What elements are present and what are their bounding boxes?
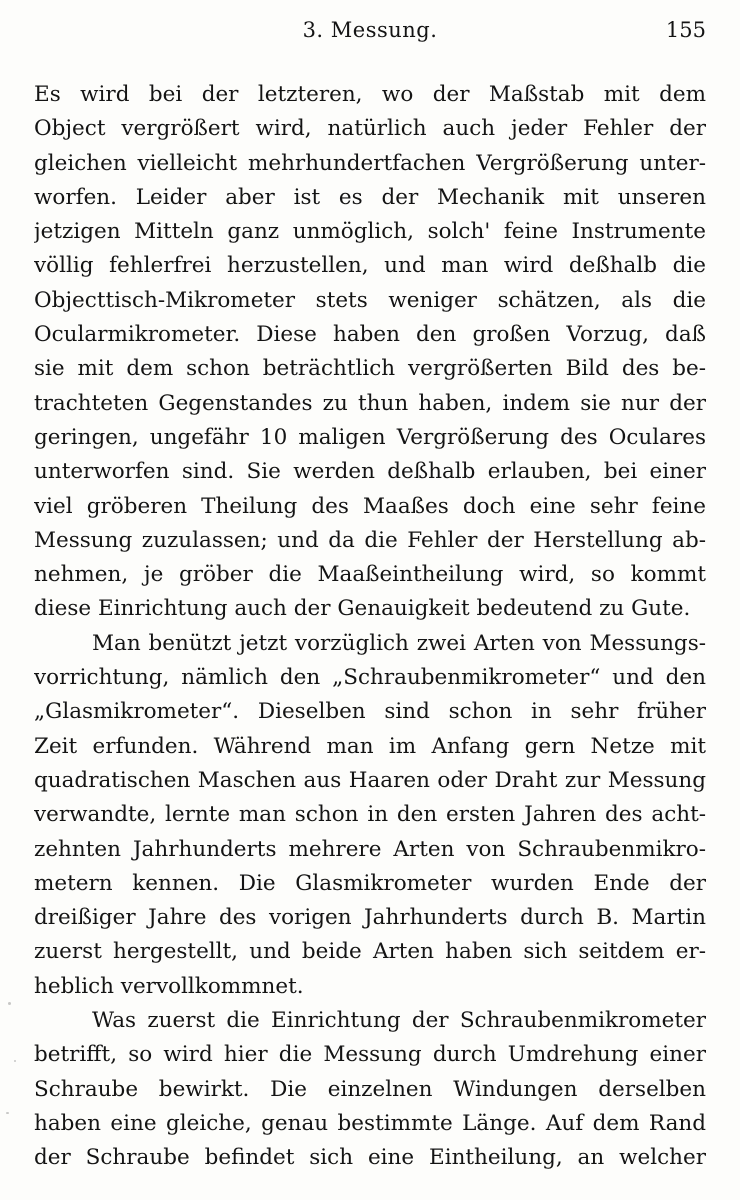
scan-speck: [6, 1112, 9, 1114]
text-line: der Schraube befindet sich eine Eintheilung, an welcher: [34, 1145, 706, 1171]
text-line: geringen, ungefähr 10 maligen Vergrößerung des Oculares: [34, 424, 706, 450]
text-line: diese Einrichtung auch der Genauigkeit bedeutend zu Gute.: [34, 596, 691, 622]
running-header: [34, 14, 706, 46]
text-line: gleichen vielleicht mehrhundertfachen Vergrößerung unter-: [34, 150, 706, 176]
text-line: viel gröberen Theilung des Maaßes doch eine sehr feine: [34, 493, 706, 519]
text-line: Was zuerst die Einrichtung der Schraubenmikrometer: [92, 1008, 706, 1034]
text-line: zehnten Jahrhunderts mehrere Arten von Schraubenmikro-: [34, 836, 706, 862]
text-line: verwandte, lernte man schon in den ersten Jahren des acht-: [34, 802, 706, 828]
text-line: dreißiger Jahre des vorigen Jahrhunderts durch B. Martin: [34, 905, 706, 931]
text-line: quadratischen Maschen aus Haaren oder Draht zur Messung: [34, 767, 706, 793]
chapter-heading: 3. Messung.: [302, 18, 438, 42]
body-text: [34, 78, 706, 1176]
text-line: haben eine gleiche, genau bestimmte Länge. Auf dem Rand: [34, 1110, 706, 1136]
text-line: Ocularmikrometer. Diese haben den großen Vorzug, daß: [34, 322, 706, 348]
text-line: Object vergrößert wird, natürlich auch jeder Fehler der: [34, 116, 706, 142]
text-line: metern kennen. Die Glasmikrometer wurden Ende der: [34, 870, 706, 896]
text-line: „Glasmikrometer“. Dieselben sind schon in sehr früher: [34, 699, 706, 725]
text-line: Objecttisch-Mikrometer stets weniger schätzen, als die: [34, 287, 706, 313]
text-line: völlig fehlerfrei herzustellen, und man wird deßhalb die: [34, 253, 706, 279]
text-line: nehmen, je gröber die Maaßeintheilung wird, so kommt: [34, 562, 706, 588]
text-line: heblich vervollkommnet.: [34, 973, 304, 999]
text-line: jetzigen Mitteln ganz unmöglich, solch' feine Instrumente: [34, 219, 706, 245]
text-line: trachteten Gegenstandes zu thun haben, indem sie nur der: [34, 390, 706, 416]
text-line: Zeit erfunden. Während man im Anfang gern Netze mit: [34, 733, 706, 759]
page-number: 155: [665, 18, 706, 42]
text-line: vorrichtung, nämlich den „Schraubenmikrometer“ und den: [34, 665, 706, 691]
scan-speck: [8, 1002, 11, 1005]
text-line: Messung zuzulassen; und da die Fehler der Herstellung ab-: [34, 527, 706, 553]
text-line: Schraube bewirkt. Die einzelnen Windungen derselben: [34, 1076, 706, 1102]
text-line: worfen. Leider aber ist es der Mechanik mit unseren: [34, 184, 706, 210]
text-line: unterworfen sind. Sie werden deßhalb erlauben, bei einer: [34, 459, 706, 485]
text-line: Man benützt jetzt vorzüglich zwei Arten von Messungs-: [92, 630, 706, 656]
scan-speck: [14, 1060, 16, 1062]
text-line: zuerst hergestellt, und beide Arten haben sich seitdem er-: [34, 939, 706, 965]
text-line: Es wird bei der letzteren, wo der Maßstab mit dem: [34, 82, 706, 107]
text-line: betrifft, so wird hier die Messung durch Umdrehung einer: [34, 1042, 706, 1068]
text-line: sie mit dem schon beträchtlich vergrößerten Bild des be-: [34, 356, 706, 382]
